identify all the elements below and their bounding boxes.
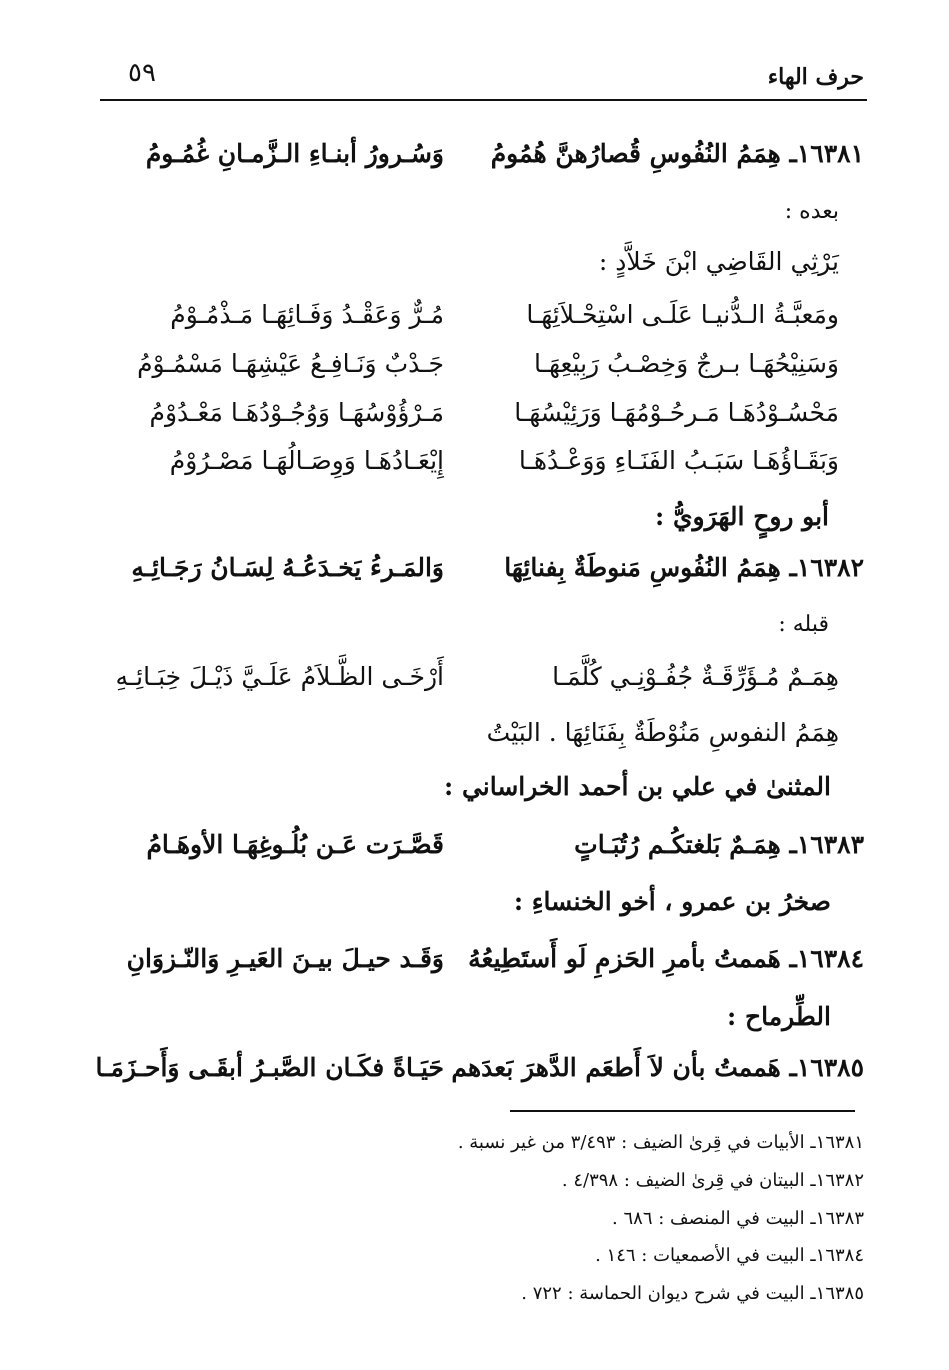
verse-first-hemistich: ١٦٣٨٢ـ هِمَمُ النُفُوسِ مَنوطَةٌ بِفنائِهَا bbox=[504, 553, 864, 582]
verse-first-hemistich: وَبَقَـاؤُهَـا سَبَـبُ الفَنَـاءِ وَوَعْـدُهَـا bbox=[518, 446, 839, 475]
verse-first-hemistich: ١٦٣٨١ـ هِمَمُ النُفُوسِ قُصارُهنَّ هُمُومُ bbox=[490, 139, 864, 168]
verse-first-hemistich: ١٦٣٨٥ـ هَممتُ بأن لاَ أَطعَم الدَّهرَ بَعدَهم bbox=[451, 1053, 864, 1082]
attribution: أبو روحٍ الهَرَويُّ : bbox=[655, 502, 829, 531]
note-after: بعده : bbox=[784, 199, 839, 224]
footnote: ١٦٣٨٥ـ البيت في شرح ديوان الحماسة : ٧٢٢ . bbox=[521, 1283, 864, 1304]
verse-first-hemistich: هِمَـمٌ مُـؤَرِّقَـةٌ جُفُـوْنِـي كُلَّمَـا bbox=[552, 662, 839, 691]
verse-first-hemistich: مَحْسُـوْدُهَـا مَـرحُـوْمُهَـا وَرَئِيْسُهَـا bbox=[514, 398, 839, 427]
footnote: ١٦٣٨٢ـ البيتان في قِرىٰ الضيف : ٤/٣٩٨ . bbox=[561, 1170, 864, 1191]
footnote: ١٦٣٨١ـ الأبيات في قِرىٰ الضيف : ٣/٤٩٣ من غير نسبة . bbox=[457, 1132, 864, 1153]
page-number: ٥٩ bbox=[128, 58, 156, 88]
verse-second-hemistich: إِيْعَـادُهَـا وَوِصَـالُهَـا مَصْـرُوْمُ bbox=[169, 446, 444, 475]
footnote-rule bbox=[510, 1110, 855, 1112]
verse-second-hemistich: وَقَـد حيـلَ بيـنَ العَيـرِ وَالنّـزوَانِ bbox=[126, 944, 444, 973]
verse-quote: هِمَمُ النفوسِ مَنُوْطَةٌ بِفَنَائِهَا . البَيْتُ bbox=[486, 718, 839, 747]
attribution: الطِّرماح : bbox=[727, 1002, 831, 1031]
attribution: يَرْثِي القَاضِي ابْنَ خَلاَّدٍ : bbox=[598, 247, 839, 276]
verse-first-hemistich: ومَعبَّـةُ الـدُّنيـا عَلَـى اسْتِحْـلاَئِهَـا bbox=[526, 300, 839, 329]
footnote: ١٦٣٨٣ـ البيت في المنصف : ٦٨٦ . bbox=[612, 1208, 864, 1229]
attribution: المثنىٰ في علي بن أحمد الخراساني : bbox=[444, 772, 831, 801]
verse-second-hemistich: مَـرْؤُوْسُهَـا وَوُجُـوْدُهَـا مَعْـدُوْمُ bbox=[149, 398, 444, 427]
verse-second-hemistich: قَصَّـرَت عَـن بُلُـوغِهَـا الأوهَـامُ bbox=[146, 830, 444, 859]
verse-second-hemistich: حَيَـاةً فكَـان الصَّبـرُ أبقَـى وَأَحـزَمَـا bbox=[95, 1053, 444, 1082]
verse-first-hemistich: ١٦٣٨٤ـ هَممتُ بأمرِ الحَزمِ لَو أَستَطِيعُهُ bbox=[468, 944, 864, 973]
verse-first-hemistich: ١٦٣٨٣ـ هِمَـمٌ بَلغتكُـم رُتُبَـاتٍ bbox=[574, 830, 864, 859]
verse-second-hemistich: جَـدْبٌ وَنَـافِـعُ عَيْشِهَـا مَسْمُـوْمُ bbox=[137, 349, 444, 378]
verse-second-hemistich: وَسُـرورُ أبنـاءِ الـزَّمـانِ غُمُـومُ bbox=[145, 139, 444, 168]
attribution: صخرُ بن عمرو ، أخو الخنساءِ : bbox=[513, 887, 831, 916]
verse-second-hemistich: وَالمَـرءُ يَخـدَعُـهُ لِسَـانُ رَجَـائِـهِ bbox=[131, 553, 444, 582]
header-rule bbox=[100, 99, 867, 101]
running-head: حرف الهاء bbox=[767, 64, 864, 90]
verse-first-hemistich: وَسَنِيْحُهَـا بـرجٌ وَخِصْـبُ رَبِيْعِهَـا bbox=[534, 349, 839, 378]
footnote: ١٦٣٨٤ـ البيت في الأصمعيات : ١٤٦ . bbox=[595, 1245, 864, 1266]
note-before: قبله : bbox=[778, 612, 829, 637]
verse-second-hemistich: أَرْخَـى الظَّـلاَمُ عَلَـيَّ ذَيْـلَ خِبَـائِـهِ bbox=[115, 662, 444, 691]
verse-second-hemistich: مُـرٌّ وَعَقْـدُ وَفَـائِهَـا مَـذْمُـوْمُ bbox=[170, 300, 444, 329]
